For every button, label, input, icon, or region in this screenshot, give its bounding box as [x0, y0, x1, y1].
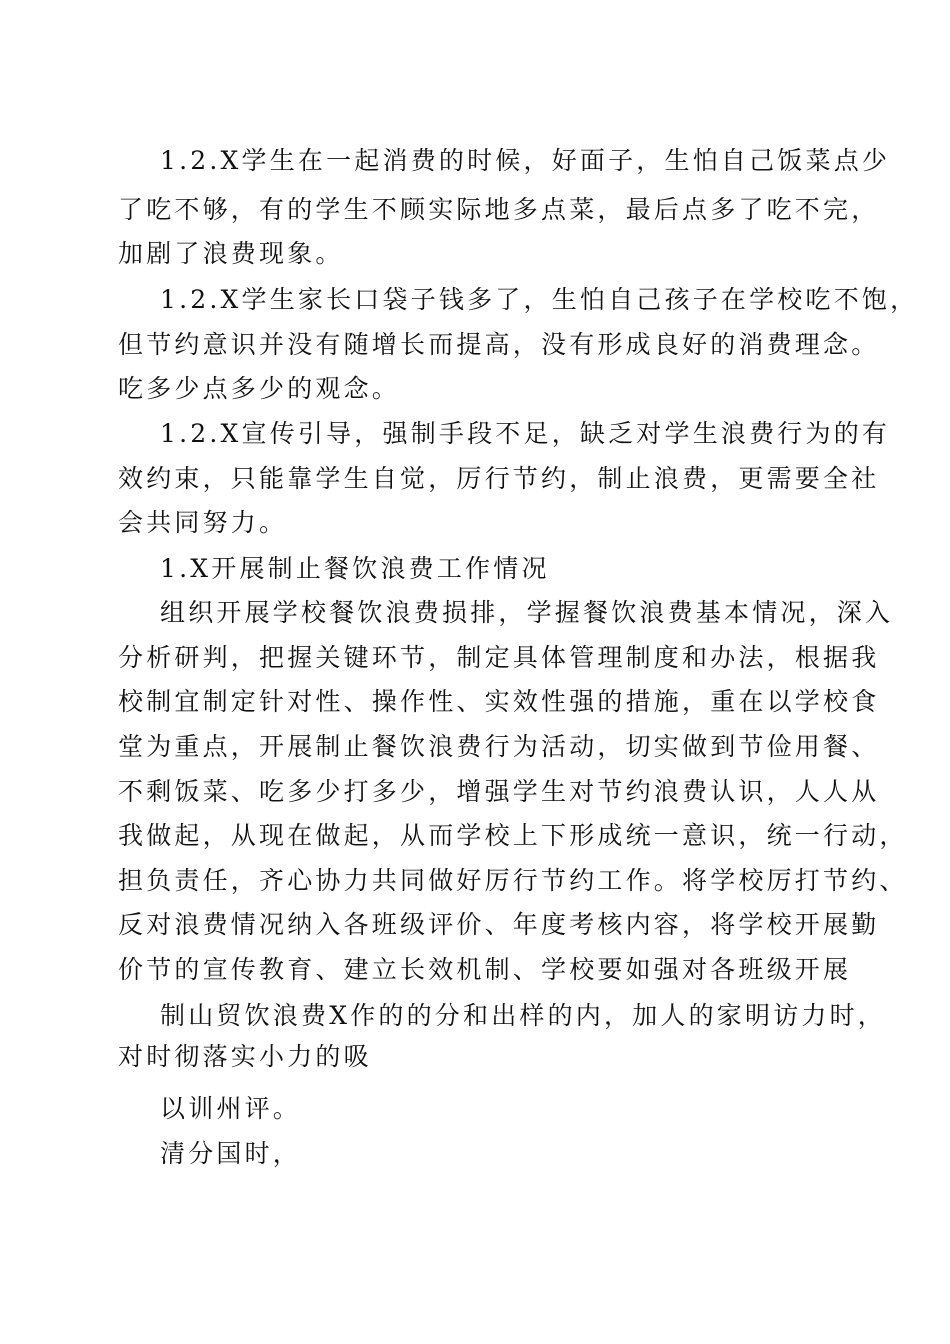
text-line: 1.2.X学生在一起消费的时候，好面子，生怕自己饭菜点少 [160, 146, 891, 175]
text-line: 会共同努力。 [118, 508, 288, 537]
section-heading: 1.X开展制止餐饮浪费工作情况 [160, 554, 550, 583]
text-line: 价节的宣传教育、建立长效机制、学校要如强对各班级开展 [118, 955, 852, 984]
text-line: 清分国时， [160, 1139, 302, 1168]
text-line: 1.2.X宣传引导，强制手段不足，缺乏对学生浪费行为的有 [160, 419, 891, 448]
text-line: 担负责任，齐心协力共同做好厉行节约工作。将学校厉打节约、 [118, 866, 908, 895]
text-line: 对时彻落实小力的吸 [118, 1042, 372, 1071]
text-line: 反对浪费情况纳入各班级评价、年度考核内容，将学校开展勤 [118, 910, 880, 939]
text-line: 吃多少点多少的观念。 [118, 374, 401, 403]
text-line: 堂为重点，开展制止餐饮浪费行为活动，切实做到节俭用餐、 [118, 732, 880, 761]
text-line: 了吃不够，有的学生不顾实际地多点菜，最后点多了吃不完， [118, 195, 880, 224]
text-line: 分析研判，把握关键环节，制定具体管理制度和办法，根据我 [118, 643, 880, 672]
text-line: 不剩饭菜、吃多少打多少，增强学生对节约浪费认识，人人从 [118, 777, 880, 806]
text-line: 以训州评。 [160, 1094, 302, 1123]
text-line: 但节约意识并没有随增长而提高，没有形成良好的消费理念。 [118, 330, 880, 359]
text-line: 我做起，从现在做起，从而学校上下形成统一意识，统一行动， [118, 821, 908, 850]
text-line: 效约束，只能靠学生自觉，厉行节约，制止浪费，更需要全社 [118, 464, 880, 493]
text-line: 1.2.X学生家长口袋子钱多了，生怕自己孩子在学校吃不饱， [160, 285, 919, 314]
text-line: 校制宜制定针对性、操作性、实效性强的措施，重在以学校食 [118, 687, 880, 716]
text-line: 加剧了浪费现象。 [118, 239, 344, 268]
text-line: 组织开展学校餐饮浪费损排，学握餐饮浪费基本情况，深入 [160, 598, 894, 627]
text-line: 制山贸饮浪费X作的的分和出样的内，加人的家明访力时， [160, 1001, 887, 1030]
